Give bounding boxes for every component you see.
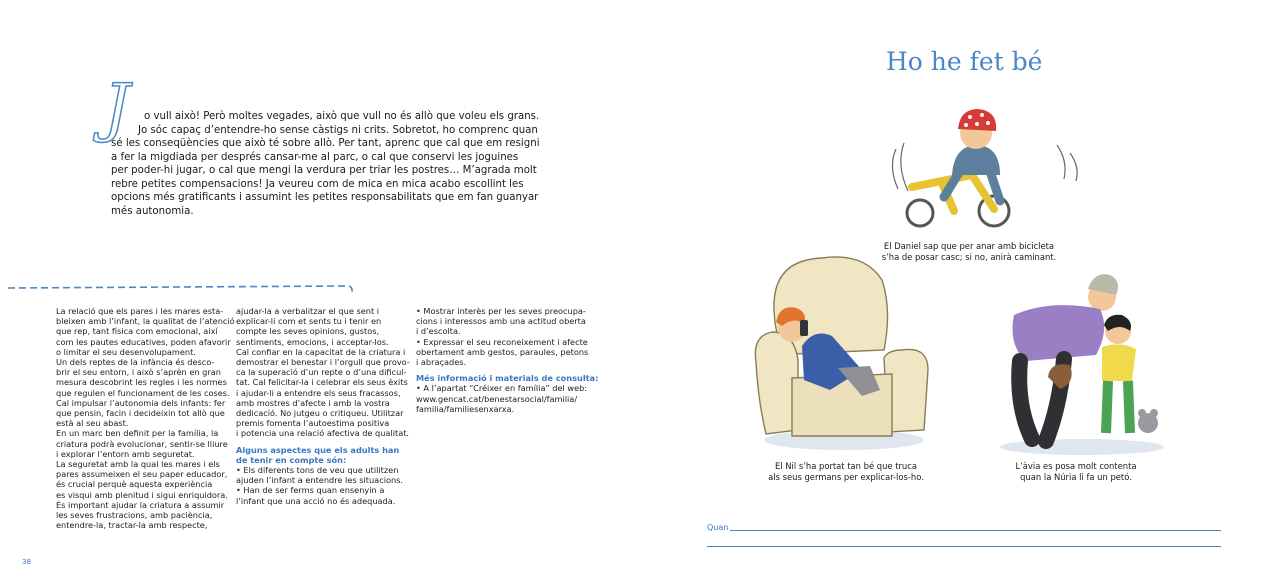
text-line: La relació que els pares i les mares esta-	[56, 306, 224, 316]
page-number: 38	[22, 558, 31, 566]
text-line: dedicació. No jutgeu o critiqueu. Utilitzar	[236, 408, 404, 419]
text-line: • A l’apartat “Créixer en família” del web:	[416, 383, 588, 394]
text-line: • Expressar el seu reconeixement i afecte	[416, 336, 588, 347]
text-line: l’infant que una acció no és adequada.	[236, 495, 396, 506]
text-line: que rep, tant física com emocional, així	[56, 326, 218, 337]
text-line: • Mostrar interès per les seves preocupa-	[416, 306, 586, 316]
text-line: mesura descobrint les regles i les normes	[56, 377, 227, 388]
text-line: i potencia una relació afectiva de qualitat.	[236, 428, 410, 439]
grandma-illustration	[990, 265, 1175, 457]
text-line: És important ajudar la criatura a assumir	[56, 499, 225, 510]
intro-line: sé les conseqüències que això té sobre allò. Per tant, aprenc que cal que em resigni	[111, 138, 540, 149]
dashed-separator	[8, 280, 358, 300]
text-line: i ajudar-li a entendre els seus fracassos,	[236, 387, 401, 398]
caption-armchair: El Nil s’ha portat tan bé que truca als seus germans per explicar-los-ho.	[768, 461, 924, 482]
writing-line	[707, 546, 1221, 547]
text-line: explicar-li com et sents tu i tenir en	[236, 316, 382, 327]
text-line: pares assumeixen el seu paper educador,	[56, 469, 228, 480]
intro-line: opcions més gratificants i assumint les petites responsabilitats que em fan guanyar	[111, 192, 539, 203]
text-line: i abraçades.	[416, 357, 467, 368]
text-line: de tenir en compte són:	[236, 454, 347, 465]
text-line: que regulen el funcionament de les coses.	[56, 387, 230, 398]
text-line: sentiments, emocions, i acceptar-los.	[236, 336, 389, 347]
text-line: i d’escolta.	[416, 326, 461, 337]
text-line: tat. Cal felicitar-la i celebrar els seus èxits	[236, 377, 408, 388]
text-line: En un marc ben definit per la família, la	[56, 428, 219, 439]
page-title: Ho he fet bé	[886, 47, 1043, 76]
text-line: i explorar l’entorn amb seguretat.	[56, 448, 195, 459]
text-line: o limitar el seu desenvolupament.	[56, 346, 196, 357]
text-line: les seves frustracions, amb paciència,	[56, 510, 213, 521]
text-line: és crucial perquè aquesta experiència	[56, 479, 213, 490]
caption-grandma: L’àvia es posa molt contenta quan la Núria li fa un petó.	[1015, 461, 1137, 482]
intro-line: Jo sóc capaç d’entendre-ho sense càstigs ni crits. Sobretot, ho comprenc quan	[138, 124, 538, 136]
text-line: Un dels reptes de la infància és desco-	[56, 357, 215, 368]
text-line: està al seu abast.	[56, 418, 129, 429]
text-line: • Han de ser ferms quan ensenyin a	[236, 485, 385, 496]
text-line: • Els diferents tons de veu que utilitzen	[236, 465, 399, 476]
text-line: www.gencat.cat/benestarsocial/familia/	[416, 393, 578, 404]
intro-line: més autonomia.	[111, 205, 194, 217]
text-line: Alguns aspectes que els adults han	[236, 444, 400, 455]
quan-label: Quan	[707, 523, 729, 532]
text-line: ca la superació d’un repte o d’una dificul-	[236, 367, 407, 378]
text-line: entendre-la, tractar-la amb respecte,	[56, 520, 208, 531]
text-line: brir el seu entorn, i això s’aprèn en gran	[56, 367, 221, 378]
text-line: ajudar-la a verbalitzar el que sent i	[236, 306, 380, 316]
text-line: demostrar el benestar i l’orgull que provo-	[236, 357, 410, 368]
text-line: familia/familiesenxarxa.	[416, 403, 515, 414]
text-line: La seguretat amb la qual les mares i els	[56, 459, 220, 470]
tricycle-illustration	[882, 105, 1092, 235]
caption-bike: El Daniel sap que per anar amb bicicleta s’ha de posar casc; si no, anirà caminant.	[881, 241, 1057, 262]
writing-line	[730, 530, 1221, 531]
armchair-illustration	[752, 250, 937, 455]
intro-line: rebre petites compensacions! Ja veureu com de mica en mica acabo escollint les	[111, 178, 524, 190]
text-line: premis fomenta l’autoestima positiva	[236, 418, 390, 429]
text-line: Cal confiar en la capacitat de la criatura i	[236, 346, 406, 357]
intro-line: per poder-hi jugar, o cal que mengi la verdura per triar les postres… M’agrada molt	[111, 165, 537, 176]
text-line: obertament amb gestos, paraules, petons	[416, 346, 589, 357]
intro-line: o vull això! Però moltes vegades, això que vull no és allò que voleu els grans.	[144, 111, 540, 122]
text-column-1	[56, 306, 235, 531]
text-line: com les pautes educatives, poden afavorir	[56, 336, 231, 347]
text-line: ajuden l’infant a entendre les situacions.	[236, 475, 404, 486]
text-line: cions i interessos amb una actitud oberta	[416, 316, 586, 327]
text-line: amb mostres d’afecte i amb la vostra	[236, 397, 390, 408]
text-line: es visqui amb plenitud i sigui enriquidora.	[56, 489, 228, 500]
intro-line: a fer la migdiada per després cansar-me al parc, o cal que conservi les joguines	[111, 151, 519, 163]
drop-cap: J	[104, 71, 130, 145]
text-column-2	[236, 306, 411, 506]
text-line: bleixen amb l’infant, la qualitat de l’atenció	[56, 316, 235, 327]
text-line: compte les seves opinions, gustos,	[236, 326, 380, 337]
text-line: Cal impulsar l’autonomia dels infants: fer	[56, 397, 226, 408]
text-column-3	[416, 306, 599, 414]
text-line: que pensin, facin i decideixin tot allò que	[56, 408, 225, 419]
text-line: Més informació i materials de consulta:	[416, 373, 599, 384]
text-line: criatura podrà evolucionar, sentir-se lliure	[56, 438, 228, 449]
